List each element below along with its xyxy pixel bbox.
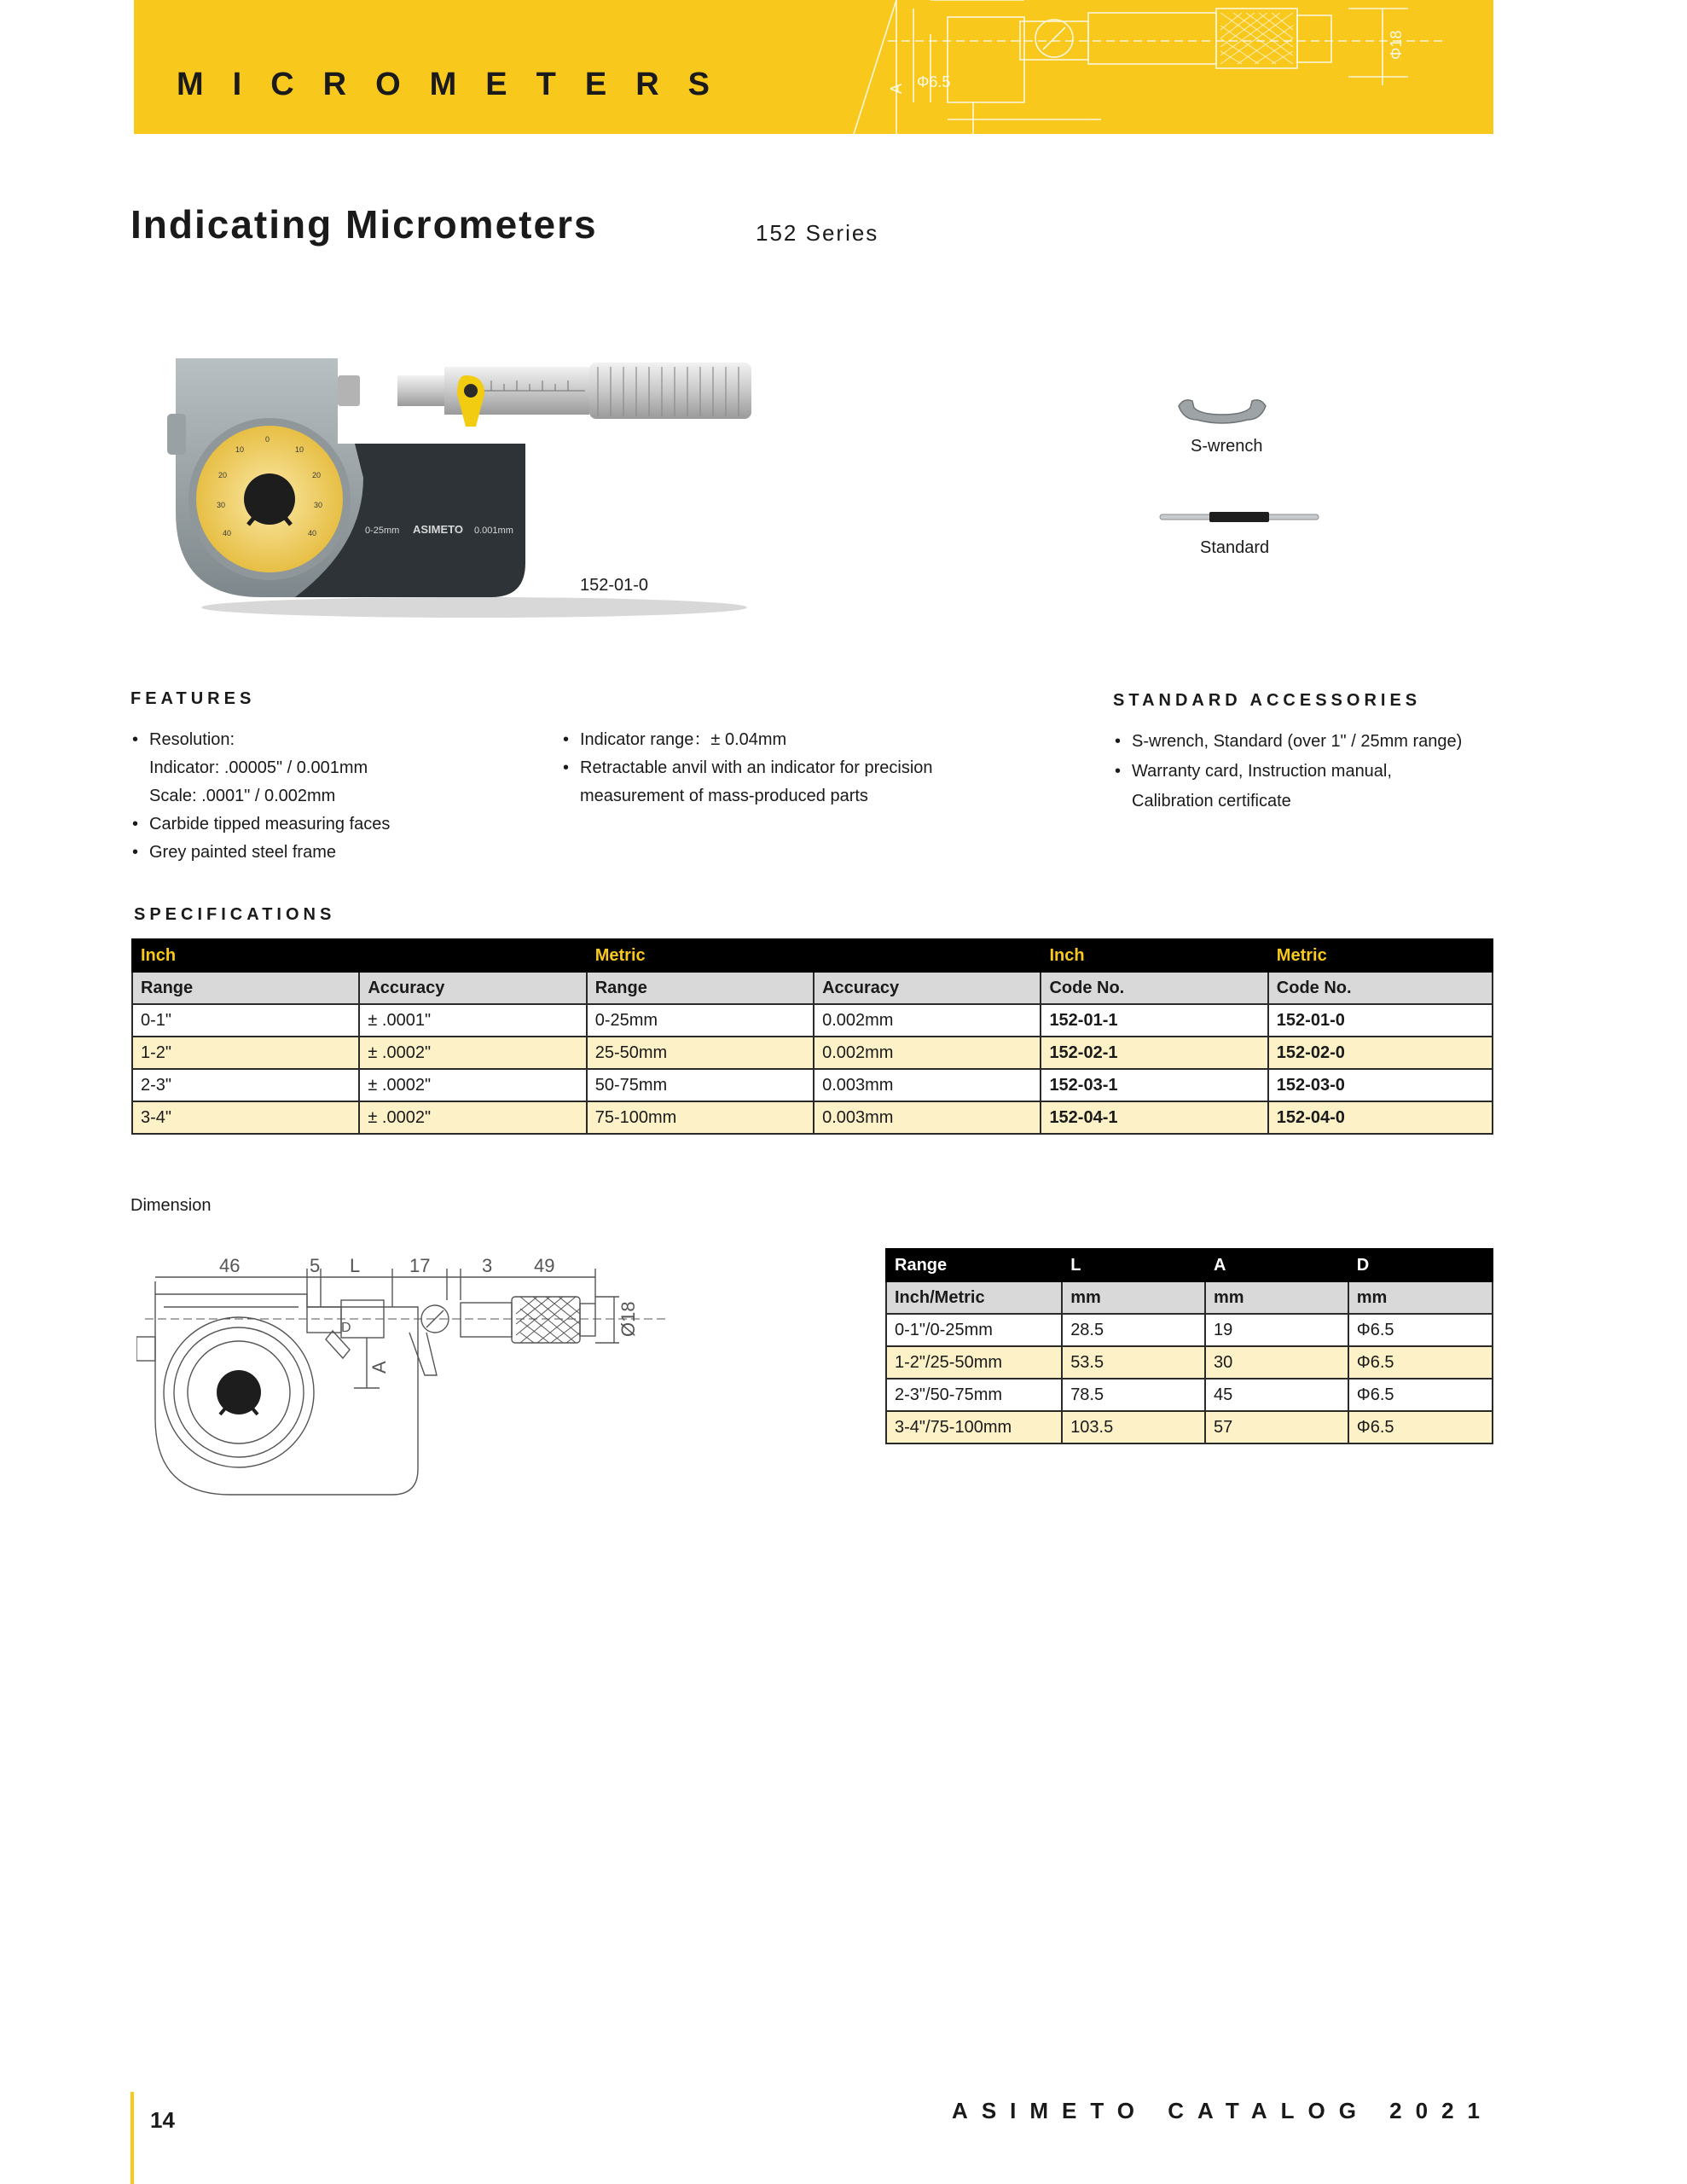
dimension-table <box>885 1248 1493 1444</box>
dim-column-header: L <box>1062 1249 1205 1281</box>
table-cell: 152-03-0 <box>1268 1069 1493 1101</box>
dim-3-label: 3 <box>482 1255 493 1276</box>
list-item: Scale: .0001" / 0.002mm <box>149 787 336 805</box>
features-list-left <box>130 726 390 867</box>
standard-accessories-heading: STANDARD ACCESSORIES <box>1113 691 1422 710</box>
table-cell: 78.5 <box>1062 1379 1205 1411</box>
features-list-right <box>561 726 933 810</box>
series-label: 152 Series <box>756 220 879 246</box>
table-cell: 0-25mm <box>587 1004 814 1037</box>
table-cell: Φ6.5 <box>1348 1346 1493 1379</box>
dim-phi18-label: Ø18 <box>617 1301 639 1337</box>
dim-unit-header: mm <box>1205 1281 1348 1314</box>
list-item: • Grey painted steel frame <box>130 839 390 867</box>
list-item: • Indicator range：± 0.04mm <box>561 726 933 754</box>
standard-accessories-list <box>1113 727 1462 816</box>
table-cell: 50-75mm <box>587 1069 814 1101</box>
table-cell: 3-4" <box>132 1101 359 1134</box>
table-cell: 30 <box>1205 1346 1348 1379</box>
dimension-drawing <box>136 1247 674 1503</box>
list-item: Indicator: .00005" / 0.001mm <box>149 758 368 777</box>
frame-range-text: 0-25mm <box>365 526 400 536</box>
table-cell: ± .0001" <box>359 1004 586 1037</box>
table-cell: 75-100mm <box>587 1101 814 1134</box>
table-cell: 1-2"/25-50mm <box>886 1346 1062 1379</box>
standard-label: Standard <box>1200 538 1270 557</box>
table-cell: 25-50mm <box>587 1037 814 1069</box>
dim-A-label: A <box>368 1361 390 1374</box>
dim-column-header: Range <box>886 1249 1062 1281</box>
spec-group-header: Inch <box>132 939 587 972</box>
table-cell: 28.5 <box>1062 1314 1205 1346</box>
table-row <box>132 1037 1493 1069</box>
dim-header-row <box>886 1249 1493 1281</box>
dim-column-header: D <box>1348 1249 1493 1281</box>
spec-column-header: Range <box>587 972 814 1004</box>
page-number: 14 <box>150 2107 175 2133</box>
table-cell: 0-1"/0-25mm <box>886 1314 1062 1346</box>
table-cell: 152-02-1 <box>1041 1037 1267 1069</box>
product-caption: 152-01-0 <box>580 576 649 595</box>
header-banner <box>134 0 1493 134</box>
table-cell: 0.002mm <box>814 1004 1041 1037</box>
table-cell: 103.5 <box>1062 1411 1205 1443</box>
spec-group-row <box>132 939 1493 972</box>
banner-phi-large-label: Φ18 <box>1388 30 1405 60</box>
standard-rod-image <box>1158 508 1320 526</box>
table-cell: 152-04-0 <box>1268 1101 1493 1134</box>
table-cell: 3-4"/75-100mm <box>886 1411 1062 1443</box>
table-row <box>132 1101 1493 1134</box>
table-cell: 152-04-1 <box>1041 1101 1267 1134</box>
dim-L-label: L <box>350 1255 361 1276</box>
table-cell: 19 <box>1205 1314 1348 1346</box>
features-heading: FEATURES <box>130 689 256 708</box>
table-cell: 57 <box>1205 1411 1348 1443</box>
table-cell: 152-02-0 <box>1268 1037 1493 1069</box>
svg-text:30: 30 <box>217 501 226 509</box>
svg-text:20: 20 <box>312 471 322 479</box>
table-cell: ± .0002" <box>359 1037 586 1069</box>
footer-catalog-text: ASIMETO CATALOG 2021 <box>952 2098 1493 2123</box>
dim-unit-header: mm <box>1348 1281 1493 1314</box>
spec-column-header: Accuracy <box>814 972 1041 1004</box>
table-cell: 152-01-0 <box>1268 1004 1493 1037</box>
table-cell: Φ6.5 <box>1348 1379 1493 1411</box>
list-item: • Carbide tipped measuring faces <box>130 810 390 839</box>
table-cell: Φ6.5 <box>1348 1314 1493 1346</box>
table-row <box>132 1004 1493 1037</box>
spec-group-header: Metric <box>587 939 1041 972</box>
s-wrench-label: S-wrench <box>1191 437 1263 456</box>
list-item: Calibration certificate <box>1132 792 1291 810</box>
frame-brand-text: ASIMETO <box>413 523 463 536</box>
dim-D-label: D <box>341 1321 351 1335</box>
table-cell: 53.5 <box>1062 1346 1205 1379</box>
svg-text:40: 40 <box>308 529 317 537</box>
list-item: • Resolution: <box>130 726 390 754</box>
spec-group-header: Metric <box>1268 939 1493 972</box>
table-cell: ± .0002" <box>359 1101 586 1134</box>
spec-group-header: Inch <box>1041 939 1267 972</box>
table-cell: 0.002mm <box>814 1037 1041 1069</box>
svg-text:0: 0 <box>265 435 270 444</box>
svg-text:10: 10 <box>295 445 304 454</box>
svg-text:40: 40 <box>223 529 232 537</box>
table-cell: 1-2" <box>132 1037 359 1069</box>
list-item: • Warranty card, Instruction manual, <box>1113 757 1462 787</box>
table-cell: 45 <box>1205 1379 1348 1411</box>
table-cell: 2-3" <box>132 1069 359 1101</box>
banner-title: MICROMETERS <box>177 67 739 102</box>
list-item: measurement of mass-produced parts <box>580 787 868 805</box>
spec-column-header: Code No. <box>1041 972 1267 1004</box>
dimension-label: Dimension <box>130 1196 212 1215</box>
spec-column-header: Range <box>132 972 359 1004</box>
table-cell: 152-03-1 <box>1041 1069 1267 1101</box>
dim-unit-header: Inch/Metric <box>886 1281 1062 1314</box>
table-row <box>886 1411 1493 1443</box>
spec-column-header-row <box>132 972 1493 1004</box>
frame-resolution-text: 0.001mm <box>474 526 513 536</box>
table-cell: 0.003mm <box>814 1069 1041 1101</box>
table-cell: ± .0002" <box>359 1069 586 1101</box>
dim-unit-header: mm <box>1062 1281 1205 1314</box>
table-cell: Φ6.5 <box>1348 1411 1493 1443</box>
product-photo <box>167 341 764 623</box>
table-cell: 2-3"/50-75mm <box>886 1379 1062 1411</box>
table-row <box>886 1314 1493 1346</box>
dim-17-label: 17 <box>409 1255 431 1276</box>
footer-accent-bar <box>130 2092 134 2184</box>
dim-46-label: 46 <box>219 1255 241 1276</box>
banner-phi-small-label: Φ6.5 <box>917 73 951 90</box>
table-row <box>886 1379 1493 1411</box>
banner-technical-drawing <box>845 0 1493 134</box>
spec-column-header: Accuracy <box>359 972 586 1004</box>
dim-column-header: A <box>1205 1249 1348 1281</box>
spec-column-header: Code No. <box>1268 972 1493 1004</box>
list-item: • S-wrench, Standard (over 1" / 25mm range) <box>1113 727 1462 757</box>
table-row <box>886 1346 1493 1379</box>
table-row <box>132 1069 1493 1101</box>
specifications-heading: SPECIFICATIONS <box>134 905 336 924</box>
dim-49-label: 49 <box>534 1255 555 1276</box>
specifications-table <box>131 938 1493 1135</box>
s-wrench-image <box>1175 394 1269 428</box>
svg-text:20: 20 <box>218 471 228 479</box>
dim-5-label: 5 <box>310 1255 321 1276</box>
list-item: • Retractable anvil with an indicator for precision <box>561 754 933 782</box>
svg-text:10: 10 <box>235 445 245 454</box>
banner-a-label: A <box>888 83 905 94</box>
page-title: Indicating Micrometers <box>130 202 598 247</box>
table-cell: 152-01-1 <box>1041 1004 1267 1037</box>
table-cell: 0-1" <box>132 1004 359 1037</box>
table-cell: 0.003mm <box>814 1101 1041 1134</box>
dim-units-row <box>886 1281 1493 1314</box>
svg-text:30: 30 <box>314 501 323 509</box>
